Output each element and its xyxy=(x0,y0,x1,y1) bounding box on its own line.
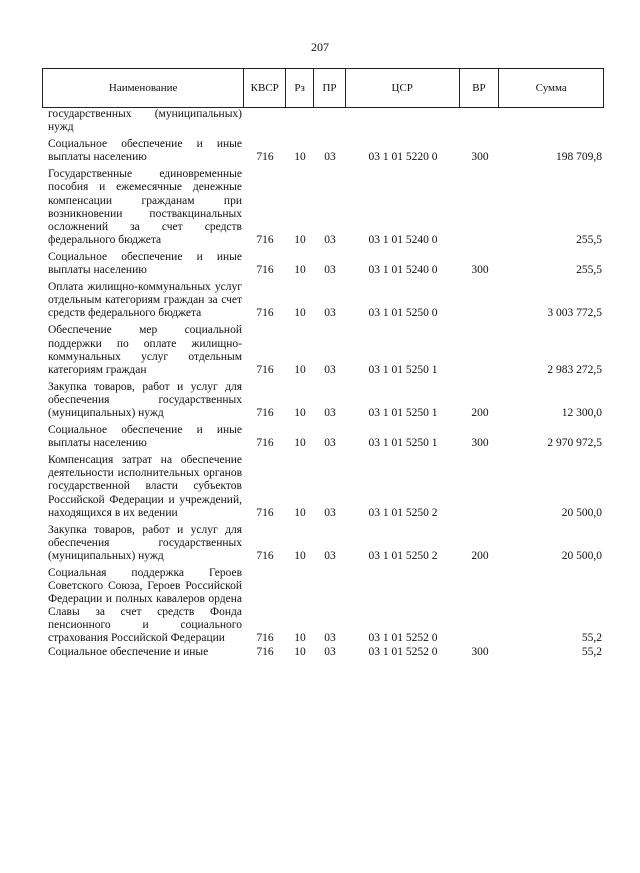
row-pr: 03 xyxy=(324,645,336,658)
row-name: государственных (муниципальных) нужд xyxy=(48,108,242,134)
row-pr: 03 xyxy=(324,549,336,562)
row-csr: 03 1 01 5250 0 xyxy=(368,307,438,320)
row-name: Компенсация затрат на обеспечение деятельности исполнительных органов государственной власти субъектов Российской Федерации и учреждений, находящихся в их ведении xyxy=(48,454,242,519)
table-row xyxy=(42,381,604,420)
row-vr: 300 xyxy=(471,645,489,658)
row-sum: 255,5 xyxy=(576,264,602,277)
row-sum: 2 983 272,5 xyxy=(547,363,602,376)
row-csr: 03 1 01 5240 0 xyxy=(368,264,438,277)
table-row xyxy=(42,567,604,646)
row-rz: 10 xyxy=(294,307,306,320)
row-name: Социальная поддержка Героев Советского Союза, Героев Российской Федерации и полных кавалеров ордена Славы за счет средств Фонда пенсионного и социального страхования Российской Федерации xyxy=(48,567,242,645)
page-number: 207 xyxy=(311,40,329,54)
row-rz: 10 xyxy=(294,645,306,658)
header-rz: Рз xyxy=(286,69,314,107)
row-pr: 03 xyxy=(324,233,336,246)
header-sum: Сумма xyxy=(535,82,567,94)
row-sum: 20 500,0 xyxy=(561,506,602,519)
row-kvsr: 716 xyxy=(256,233,274,246)
row-kvsr: 716 xyxy=(256,549,274,562)
header-name: Наименование xyxy=(43,69,244,107)
row-name: Социальное обеспечение и иные xyxy=(48,645,209,658)
row-sum: 198 709,8 xyxy=(556,151,602,164)
row-rz: 10 xyxy=(294,151,306,164)
row-sum: 55,2 xyxy=(581,632,602,645)
row-rz: 10 xyxy=(294,632,306,645)
row-name: Оплата жилищно-коммунальных услуг отдельным категориям граждан за счет средств федерального бюджета xyxy=(48,281,242,320)
row-sum: 255,5 xyxy=(576,233,602,246)
header-csr: ЦСР xyxy=(346,69,460,107)
row-name: Социальное обеспечение и иные выплаты населению xyxy=(48,138,242,164)
row-vr: 300 xyxy=(471,264,489,277)
header-pr: ПР xyxy=(314,69,346,107)
row-kvsr: 716 xyxy=(256,406,274,419)
row-sum: 2 970 972,5 xyxy=(547,437,602,450)
table-row xyxy=(42,138,604,164)
header-kvsr: КВСР xyxy=(244,69,286,107)
row-pr: 03 xyxy=(324,363,336,376)
row-pr: 03 xyxy=(324,506,336,519)
row-csr: 03 1 01 5250 1 xyxy=(368,437,438,450)
row-pr: 03 xyxy=(324,437,336,450)
row-rz: 10 xyxy=(294,233,306,246)
table-row xyxy=(42,251,604,277)
table-row xyxy=(42,168,604,247)
row-name: Социальное обеспечение и иные выплаты населению xyxy=(48,250,242,277)
row-rz: 10 xyxy=(294,506,306,519)
row-kvsr: 716 xyxy=(256,645,274,658)
row-name: Закупка товаров, работ и услуг для обеспечения государственных (муниципальных) нужд xyxy=(48,380,242,419)
row-kvsr: 716 xyxy=(256,506,274,519)
table-row xyxy=(42,646,604,659)
row-rz: 10 xyxy=(294,264,306,277)
row-sum: 3 003 772,5 xyxy=(547,307,602,320)
row-name: Обеспечение мер социальной поддержки по оплате жилищно-коммунальных услуг отдельным категориям граждан xyxy=(48,324,242,376)
row-kvsr: 716 xyxy=(256,632,274,645)
table-row xyxy=(42,454,604,519)
table-row xyxy=(42,108,604,134)
row-kvsr: 716 xyxy=(256,151,274,164)
row-csr: 03 1 01 5252 0 xyxy=(368,645,438,658)
row-csr: 03 1 01 5220 0 xyxy=(368,151,438,164)
row-csr: 03 1 01 5250 2 xyxy=(368,506,438,519)
row-rz: 10 xyxy=(294,406,306,419)
row-sum: 55,2 xyxy=(581,645,602,658)
table-body xyxy=(42,108,604,659)
table-header xyxy=(42,68,604,108)
row-csr: 03 1 01 5252 0 xyxy=(368,632,438,645)
row-name: Закупка товаров, работ и услуг для обеспечения государственных (муниципальных) нужд xyxy=(48,523,242,562)
row-csr: 03 1 01 5240 0 xyxy=(368,233,438,246)
row-pr: 03 xyxy=(324,151,336,164)
row-vr: 200 xyxy=(471,549,489,562)
row-kvsr: 716 xyxy=(256,363,274,376)
row-csr: 03 1 01 5250 1 xyxy=(368,406,438,419)
table-row xyxy=(42,424,604,450)
row-vr: 300 xyxy=(471,437,489,450)
row-kvsr: 716 xyxy=(256,264,274,277)
row-kvsr: 716 xyxy=(256,307,274,320)
row-pr: 03 xyxy=(324,632,336,645)
row-pr: 03 xyxy=(324,406,336,419)
table-row xyxy=(42,281,604,320)
row-name: Социальное обеспечение и иные выплаты населению xyxy=(48,424,242,450)
row-kvsr: 716 xyxy=(256,437,274,450)
row-rz: 10 xyxy=(294,363,306,376)
row-csr: 03 1 01 5250 2 xyxy=(368,549,438,562)
row-sum: 12 300,0 xyxy=(561,406,602,419)
row-vr: 200 xyxy=(471,406,489,419)
table-row xyxy=(42,524,604,563)
row-name: Государственные единовременные пособия и ежемесячные денежные компенсации гражданам при возникновении поствакцинальных осложнений за счет средств федерального бюджета xyxy=(48,168,242,246)
row-rz: 10 xyxy=(294,437,306,450)
row-pr: 03 xyxy=(324,307,336,320)
row-pr: 03 xyxy=(324,264,336,277)
row-vr: 300 xyxy=(471,151,489,164)
row-csr: 03 1 01 5250 1 xyxy=(368,363,438,376)
row-rz: 10 xyxy=(294,549,306,562)
table-row xyxy=(42,324,604,376)
header-vr: ВР xyxy=(460,69,500,107)
row-sum: 20 500,0 xyxy=(561,549,602,562)
